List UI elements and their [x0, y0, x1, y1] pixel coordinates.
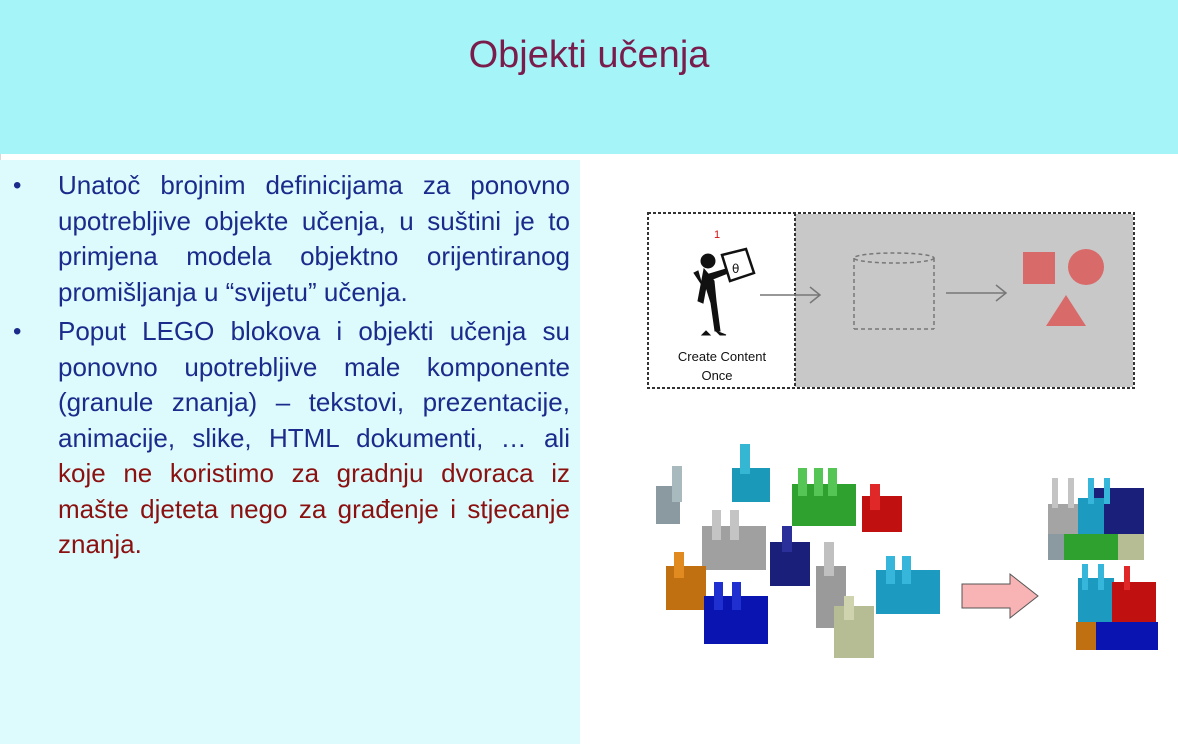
bullet-text: Unatoč brojnim definicijama za ponovno upotrebljive objekte učenja, u suštini je to primjena modela objektno orijentiranog promišljanja u “svijetu” učenja.	[58, 170, 570, 307]
lego-stack-top	[1048, 478, 1144, 560]
slide-title: Objekti učenja	[468, 34, 710, 76]
lego-blocks-illustration	[648, 438, 1163, 670]
bullet-item	[0, 314, 570, 563]
lego-block-green	[792, 468, 856, 526]
svg-text:θ: θ	[732, 262, 740, 276]
lego-stack-bottom	[1076, 564, 1158, 650]
lego-block-gray-1	[656, 466, 682, 524]
slide-header	[0, 0, 1178, 154]
lego-block-gray-2	[702, 510, 766, 570]
lego-block-navy-1	[770, 526, 810, 586]
square-shape	[1023, 252, 1055, 284]
arrow-right-icon	[962, 574, 1038, 618]
caption-line-1: Create Content	[677, 349, 767, 364]
bullet-text-highlight: koje ne koristimo za gradnju dvoraca iz mašte djeteta nego za građenje i stjecanje znanja.	[58, 458, 570, 559]
circle-shape	[1068, 249, 1104, 285]
bullet-marker: •	[13, 172, 22, 199]
bullet-list	[0, 168, 570, 567]
bullet-text: Poput LEGO blokova i objekti učenja su ponovno upotrebljive male komponente (granule znanja) – tekstovi, prezentacije, animacije, slike, HTML dokumenti, … ali	[58, 316, 570, 453]
lego-block-teal-2	[876, 556, 940, 614]
lego-block-teal-1	[732, 444, 770, 502]
lego-block-red-1	[862, 484, 902, 532]
bullet-item	[0, 168, 570, 310]
lego-block-blue	[704, 582, 768, 644]
step-number: 1	[714, 229, 721, 241]
bullet-marker: •	[13, 318, 22, 345]
create-content-diagram	[646, 211, 1136, 390]
lego-block-orange	[666, 552, 706, 610]
caption-line-2: Once	[701, 368, 733, 383]
diagram-gray-area	[795, 214, 1133, 387]
